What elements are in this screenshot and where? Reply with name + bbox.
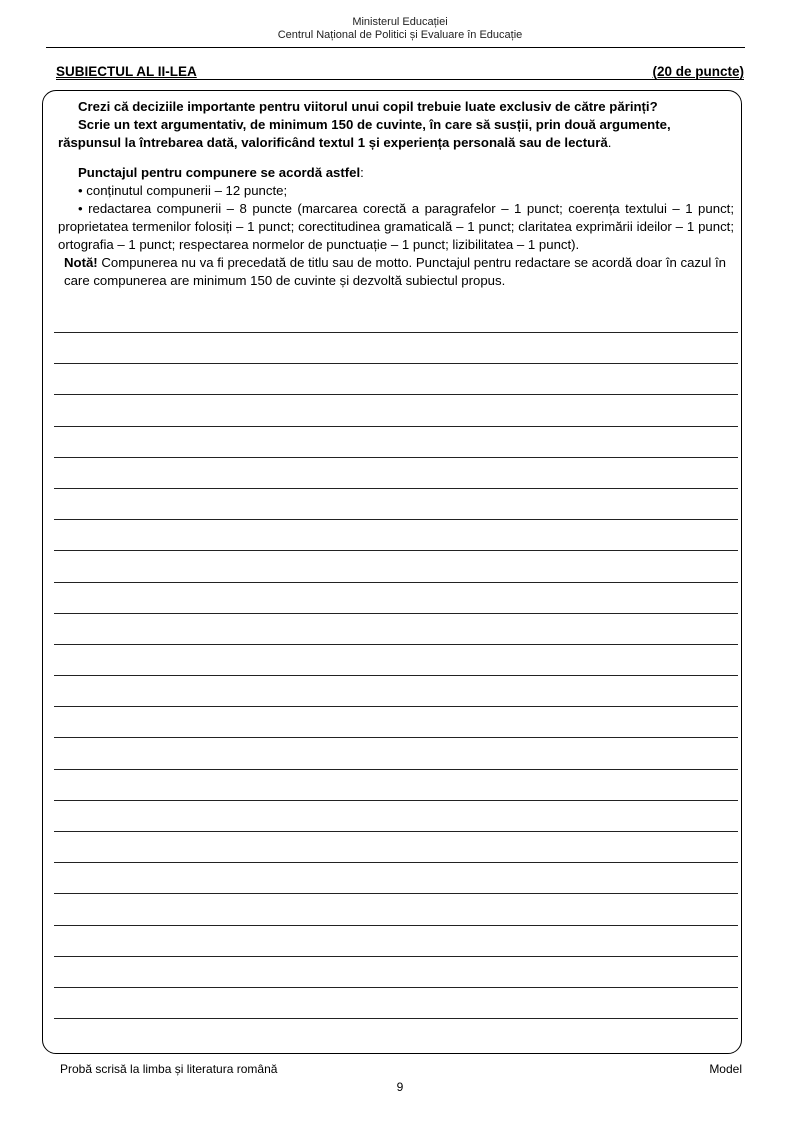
- subject-title: SUBIECTUL AL II-LEA: [56, 64, 197, 79]
- writing-line[interactable]: [54, 831, 738, 862]
- writing-line[interactable]: [54, 800, 738, 831]
- task-instruction-end: .: [607, 135, 612, 150]
- scoring-heading: [58, 164, 734, 182]
- writing-line[interactable]: [54, 488, 738, 519]
- writing-line[interactable]: [54, 426, 738, 457]
- scoring-heading-colon: :: [360, 165, 364, 180]
- task-text: [58, 98, 734, 290]
- page-number: 9: [396, 1080, 404, 1094]
- writing-line[interactable]: [54, 769, 738, 800]
- scoring-heading-text: Punctajul pentru compunere se acordă astfel: [78, 165, 361, 180]
- writing-line[interactable]: [54, 550, 738, 581]
- center-name: Centrul Național de Politici și Evaluare în Educație: [277, 29, 523, 41]
- writing-line[interactable]: [54, 1018, 738, 1049]
- writing-line[interactable]: [54, 706, 738, 737]
- writing-line[interactable]: [54, 956, 738, 987]
- note-text: Compunerea nu va fi precedată de titlu sau de motto. Punctajul pentru redactare se acordă doar în cazul în care compunerea are minimum 150 de cuvinte și dezvoltă subiectul propus.: [64, 255, 726, 288]
- header-divider: [46, 47, 745, 48]
- scoring-item-redactare: • redactarea compunerii – 8 puncte (marcarea corectă a paragrafelor – 1 punct; coerența textului – 1 punct; proprietatea termenilor folosiți – 1 punct; corectitudinea gramaticală – 1 punct; claritatea exprimării ideilor – 1 punct; ortografia – 1 punct; respectarea normelor de punctuație – 1 punct; lizibilitatea – 1 punct).: [58, 201, 734, 252]
- writing-line[interactable]: [54, 925, 738, 956]
- scoring-note: [58, 254, 734, 290]
- writing-line[interactable]: [54, 613, 738, 644]
- writing-lines: [54, 332, 738, 1049]
- title-divider: [56, 79, 744, 80]
- writing-line[interactable]: [54, 644, 738, 675]
- ministry-name: Ministerul Educației: [352, 16, 448, 28]
- writing-line[interactable]: [54, 675, 738, 706]
- writing-line[interactable]: [54, 893, 738, 924]
- writing-line[interactable]: [54, 363, 738, 394]
- document-header: [0, 16, 800, 42]
- writing-line[interactable]: [54, 987, 738, 1018]
- writing-line[interactable]: [54, 737, 738, 768]
- note-label: Notă!: [64, 255, 98, 270]
- task-question: Crezi că deciziile importante pentru viitorul unui copil trebuie luate exclusiv de către părinți?: [78, 99, 658, 114]
- writing-line[interactable]: [54, 582, 738, 613]
- writing-line[interactable]: [54, 394, 738, 425]
- writing-line[interactable]: [54, 457, 738, 488]
- footer-model-label: Model: [709, 1062, 742, 1076]
- task-instruction: [58, 116, 734, 152]
- footer-exam-name: Probă scrisă la limba și literatura română: [60, 1062, 278, 1076]
- writing-line[interactable]: [54, 519, 738, 550]
- writing-line[interactable]: [54, 862, 738, 893]
- task-instruction-bold: Scrie un text argumentativ, de minimum 150 de cuvinte, în care să susții, prin două argumente, răspunsul la întrebarea dată, valorificând textul 1 și experiența personală sau de lectură: [58, 117, 671, 150]
- subject-points: (20 de puncte): [652, 64, 744, 79]
- scoring-item-content: • conținutul compunerii – 12 puncte;: [78, 183, 288, 198]
- writing-line[interactable]: [54, 332, 738, 363]
